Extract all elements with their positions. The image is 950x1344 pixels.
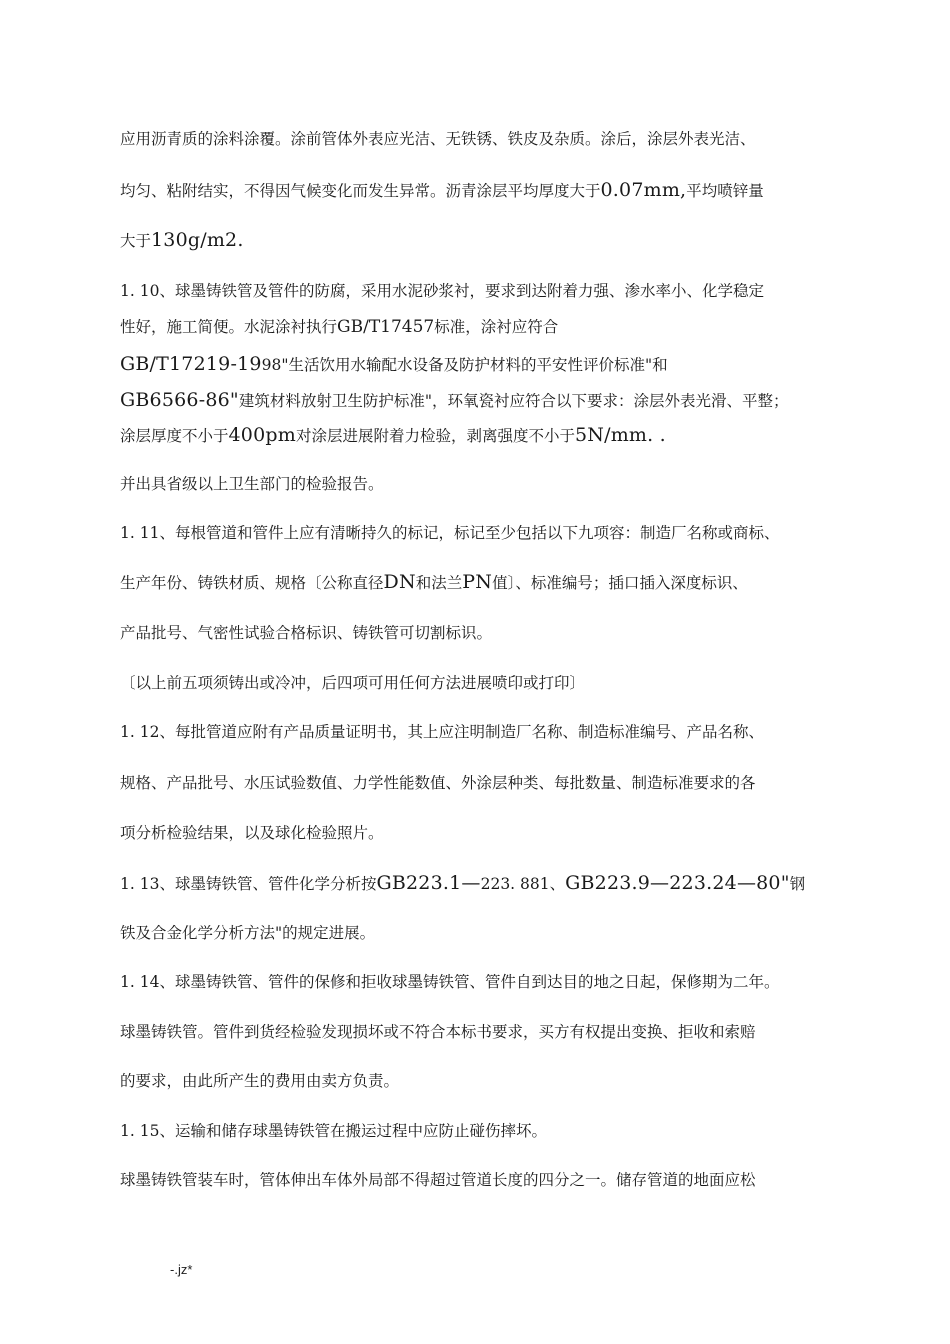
paragraph-line: 项分析检验结果，以及球化检验照片。 <box>120 824 384 842</box>
paragraph-line: 的要求，由此所产生的费用由卖方负责。 <box>120 1072 400 1090</box>
paragraph-line: 均匀、粘附结实，不得因气候变化而发生异常。沥青涂层平均厚度大于0.07mm,平均喷锌量 <box>120 179 764 201</box>
paragraph-line: 1. 12、每批管道应附有产品质量证明书，其上应注明制造厂名称、制造标准编号、产品名称、 <box>120 723 764 741</box>
paragraph-line: GB6566-86"建筑材料放射卫生防护标准"，环氧瓷衬应符合以下要求：涂层外表光滑、平整； <box>120 389 789 411</box>
paragraph-line: 涂层厚度不小于400pm对涂层进展附着力检验，剥离强度不小于5N/mm. . <box>120 424 666 446</box>
paragraph-line: 1. 13、球墨铸铁管、管件化学分析按GB223.1—223. 881、GB223.9—223.24—80"钢 <box>120 872 806 894</box>
paragraph-line: 并出具省级以上卫生部门的检验报告。 <box>120 475 384 493</box>
paragraph-line: 产品批号、气密性试验合格标识、铸铁管可切割标识。 <box>120 624 493 642</box>
paragraph-line: 性好，施工简便。水泥涂衬执行GB/T17457标准，涂衬应符合 <box>120 317 559 337</box>
paragraph-line: 1. 10、球墨铸铁管及管件的防腐，采用水泥砂浆衬，要求到达附着力强、渗水率小、化学稳定 <box>120 282 764 300</box>
paragraph-line: 1. 14、球墨铸铁管、管件的保修和拒收球墨铸铁管、管件自到达目的地之日起，保修期为二年。 <box>120 973 780 991</box>
paragraph-line: 〔以上前五项须铸出或冷冲，后四项可用任何方法进展喷印或打印〕 <box>120 674 586 692</box>
paragraph-line: 应用沥青质的涂料涂覆。涂前管体外表应光洁、无铁锈、铁皮及杂质。涂后，涂层外表光洁、 <box>120 130 756 148</box>
paragraph-line: 球墨铸铁管。管件到货经检验发现损坏或不符合本标书要求，买方有权提出变换、拒收和索赔 <box>120 1023 756 1041</box>
paragraph-line: 球墨铸铁管装车时，管体伸出车体外局部不得超过管道长度的四分之一。储存管道的地面应松 <box>120 1171 756 1189</box>
paragraph-line: 1. 15、运输和储存球墨铸铁管在搬运过程中应防止碰伤摔坏。 <box>120 1122 547 1140</box>
page-footer: -.jz* <box>170 1262 193 1277</box>
paragraph-line: 规格、产品批号、水压试验数值、力学性能数值、外涂层种类、每批数量、制造标准要求的各 <box>120 774 756 792</box>
paragraph-line: 大于130g/m2. <box>120 229 244 251</box>
paragraph-line: 生产年份、铸铁材质、规格〔公称直径DN和法兰PN值〕、标准编号；插口插入深度标识、 <box>120 571 748 593</box>
paragraph-line: GB/T17219-1998"生活饮用水输配水设备及防护材料的平安性评价标准"和 <box>120 353 668 375</box>
paragraph-line: 铁及合金化学分析方法"的规定进展。 <box>120 924 376 942</box>
paragraph-line: 1. 11、每根管道和管件上应有清晰持久的标记，标记至少包括以下九项容：制造厂名称或商标、 <box>120 524 780 542</box>
